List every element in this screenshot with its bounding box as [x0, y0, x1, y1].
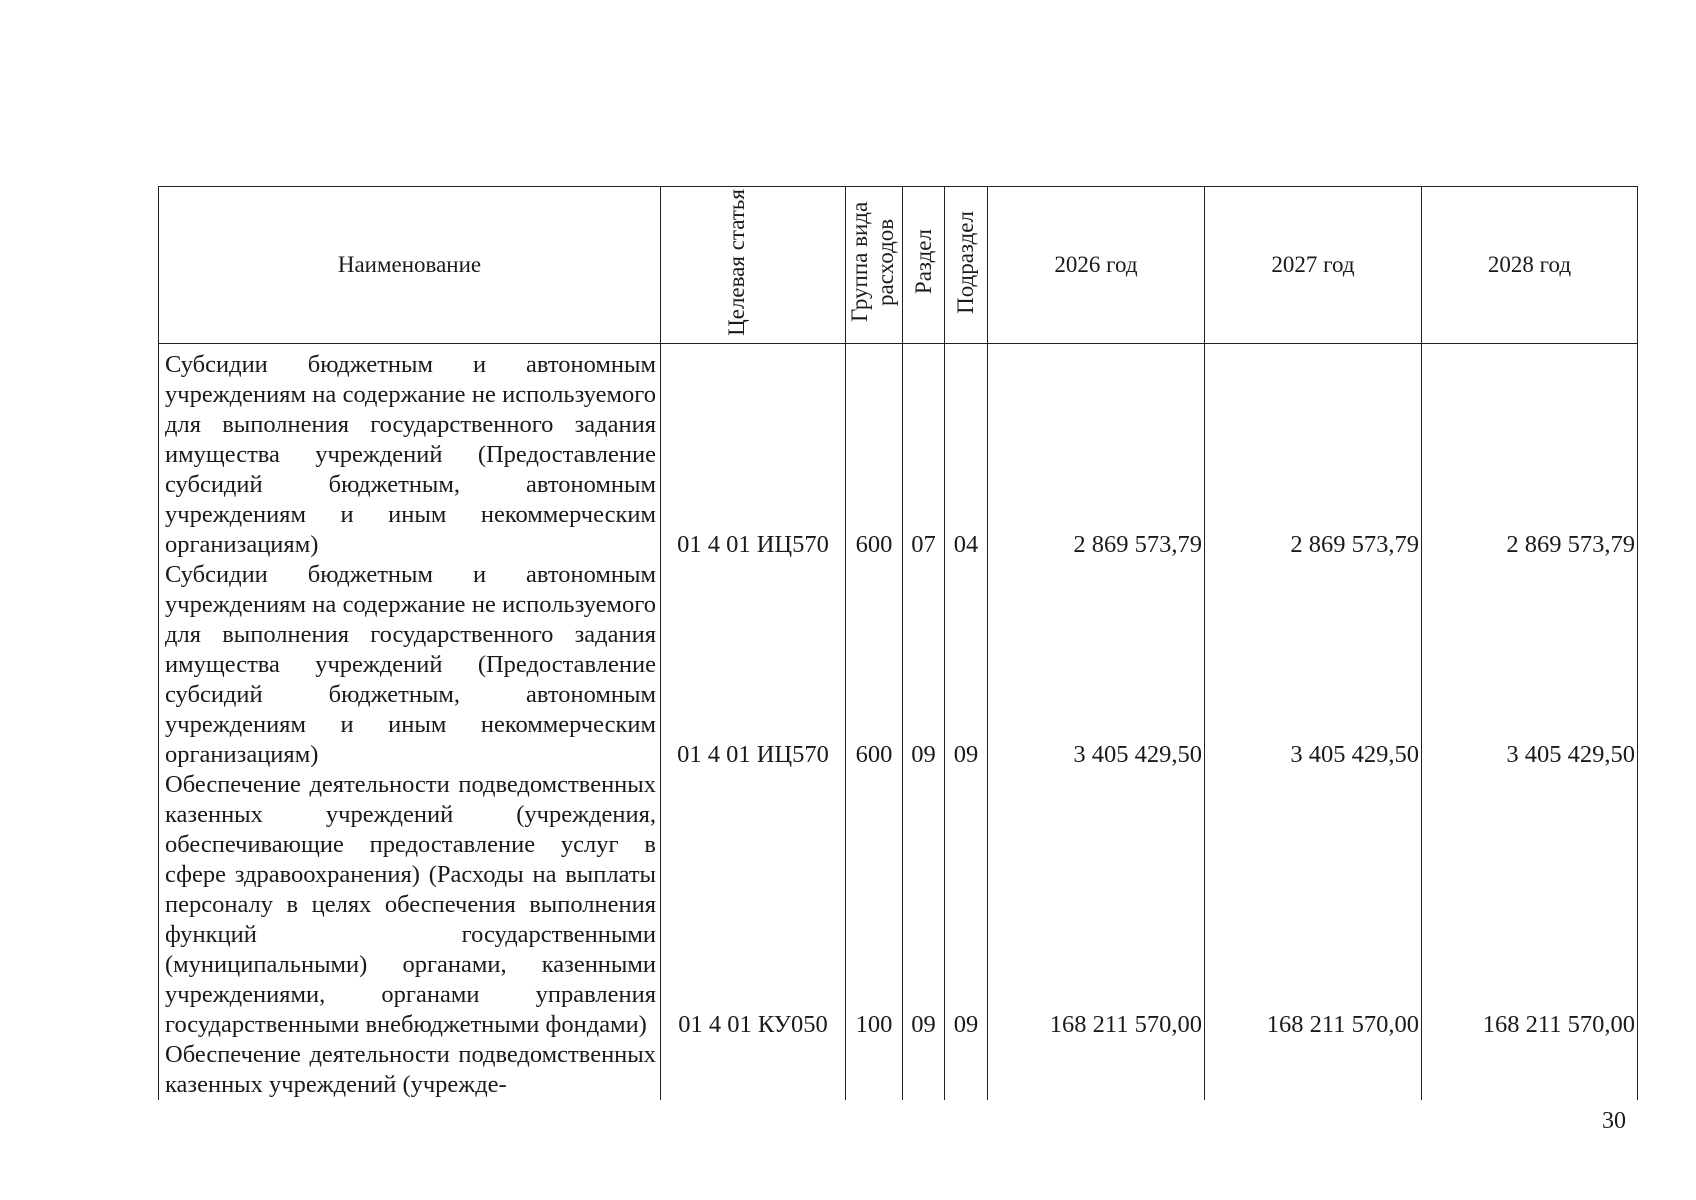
table-row-continuation: [159, 1040, 1638, 1100]
row-expense-group: 600: [846, 560, 903, 770]
row-name: Субсидии бюджетным и автономным учреждениям на содержание не используемого для выполнения государственного задания имущества учреждений (Предоставление субсидий бюджетным, автономным учреждениям и иным некоммерческим организациям): [159, 344, 661, 561]
row-target-article: 01 4 01 ИЦ570: [661, 344, 846, 561]
header-subsection: Подраздел: [945, 187, 988, 344]
table-row: [159, 560, 1638, 770]
row-name: Обеспечение деятельности подведомственных казенных учреждений (учреждения, обеспечивающие предоставление услуг в сфере здравоохранения) (Расходы на выплаты персоналу в целях обеспечения выполнения функций государственными (муниципальными) органами, казенными учреждениями, органами управления государственными внебюджетными фондами): [159, 770, 661, 1040]
row-amount-2028: 2 869 573,79: [1422, 344, 1638, 561]
header-year-2027: 2027 год: [1205, 187, 1422, 344]
table-row: [159, 344, 1638, 561]
row-expense-group: 100: [846, 770, 903, 1040]
row-subsection: 09: [945, 770, 988, 1040]
header-target-article: Целевая статья: [661, 187, 846, 344]
page-number: 30: [1602, 1108, 1626, 1134]
row-section: 09: [903, 770, 945, 1040]
header-expense-group: Группа вида расходов: [846, 187, 903, 344]
row-amount-2026: 168 211 570,00: [988, 770, 1205, 1040]
row-amount-2027: 2 869 573,79: [1205, 344, 1422, 561]
table-header: [159, 187, 1638, 344]
row-subsection: 04: [945, 344, 988, 561]
header-section: Раздел: [903, 187, 945, 344]
table-body: [159, 344, 1638, 1101]
row-amount-2027: 168 211 570,00: [1205, 770, 1422, 1040]
row-amount-2028: 3 405 429,50: [1422, 560, 1638, 770]
header-year-2026: 2026 год: [988, 187, 1205, 344]
budget-table: [158, 186, 1638, 1100]
row-section: 09: [903, 560, 945, 770]
row-target-article: 01 4 01 КУ050: [661, 770, 846, 1040]
row-amount-2026: 3 405 429,50: [988, 560, 1205, 770]
row-name-continued: Обеспечение деятельности подведомственных казенных учреждений (учрежде-: [159, 1040, 661, 1100]
table-row: [159, 770, 1638, 1040]
row-section: 07: [903, 344, 945, 561]
header-year-2028: 2028 год: [1422, 187, 1638, 344]
row-expense-group: 600: [846, 344, 903, 561]
row-amount-2026: 2 869 573,79: [988, 344, 1205, 561]
row-name: Субсидии бюджетным и автономным учреждениям на содержание не используемого для выполнения государственного задания имущества учреждений (Предоставление субсидий бюджетным, автономным учреждениям и иным некоммерческим организациям): [159, 560, 661, 770]
row-amount-2028: 168 211 570,00: [1422, 770, 1638, 1040]
header-name: Наименование: [159, 187, 661, 344]
row-subsection: 09: [945, 560, 988, 770]
row-target-article: 01 4 01 ИЦ570: [661, 560, 846, 770]
row-amount-2027: 3 405 429,50: [1205, 560, 1422, 770]
